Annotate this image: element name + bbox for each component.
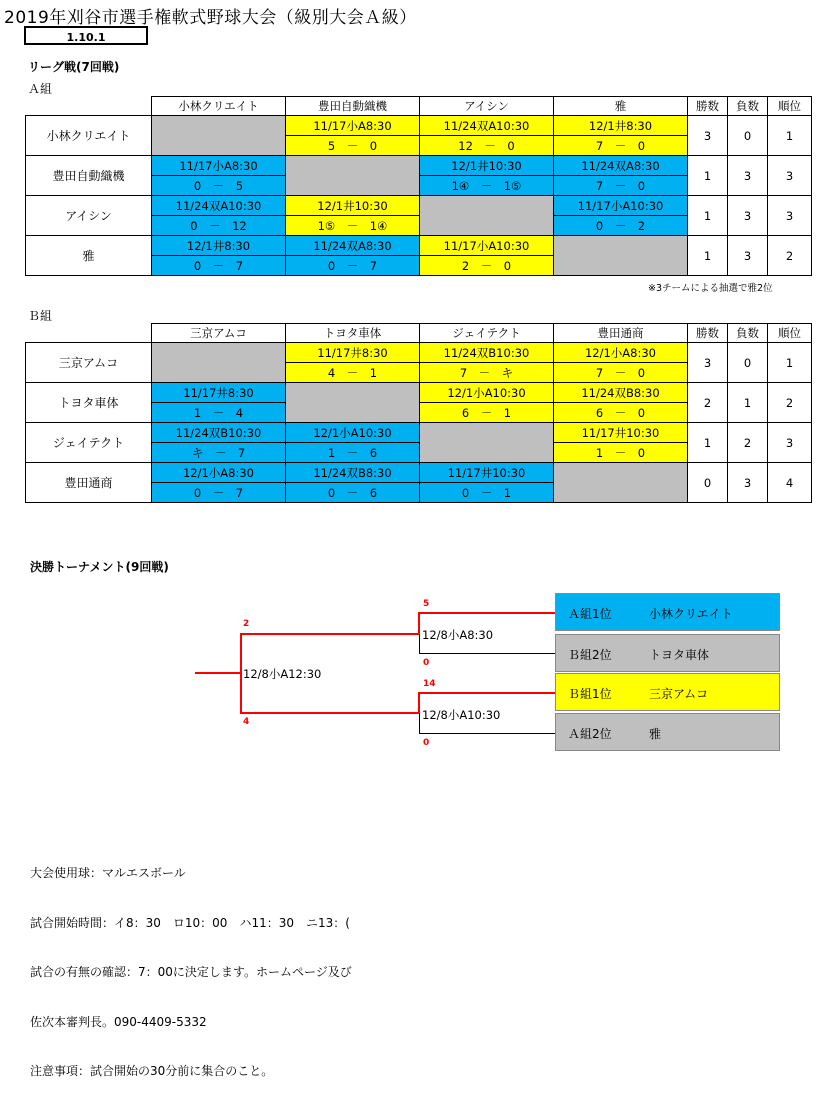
rank-cell: 2: [768, 383, 812, 423]
losses-cell: 1: [728, 383, 768, 423]
column-header-wins: 勝数: [688, 97, 728, 116]
losses-cell: 3: [728, 156, 768, 196]
match-score-cell: 0 － 12: [152, 216, 286, 236]
info-line: 試合の有無の確認：7：00に決定します。ホームページ及び: [30, 965, 352, 979]
column-header-team: ジェイテクト: [420, 324, 554, 343]
match-info-cell: 11/24双B10:30: [420, 343, 554, 363]
rank-cell: 4: [768, 463, 812, 503]
wins-cell: 3: [688, 343, 728, 383]
match-info-cell: 11/24双B8:30: [286, 463, 420, 483]
wins-cell: 1: [688, 236, 728, 276]
match-info-cell: 11/17小A10:30: [554, 196, 688, 216]
row-team-name: アイシン: [26, 196, 152, 236]
match-score-cell: 1 － 0: [554, 443, 688, 463]
table-row: [26, 236, 812, 256]
seed-box: [555, 673, 780, 711]
row-team-name: 豊田自動織機: [26, 156, 152, 196]
match-score-cell: 6 － 1: [420, 403, 554, 423]
table-row: [26, 383, 812, 403]
losses-cell: 3: [728, 236, 768, 276]
match-info-cell: 12/1井10:30: [286, 196, 420, 216]
table-row: [26, 116, 812, 136]
corner-cell: [26, 324, 152, 343]
info-line: 試合開始時間：イ8：30 ロ10：00 ハ11：30 ニ13：(: [30, 915, 350, 930]
semi2-score-top: 14: [423, 679, 436, 689]
match-info-cell: 11/24双B8:30: [554, 383, 688, 403]
losses-cell: 3: [728, 196, 768, 236]
losses-cell: 0: [728, 116, 768, 156]
losses-cell: 2: [728, 423, 768, 463]
bracket-line: [418, 692, 555, 694]
rank-cell: 3: [768, 156, 812, 196]
seed-box: [555, 634, 780, 672]
rank-cell: 1: [768, 343, 812, 383]
final-score-bottom: 4: [243, 717, 250, 727]
self-match-cell: [554, 236, 688, 276]
self-match-cell: [286, 156, 420, 196]
semi2-match-label: 12/8小A10:30: [422, 708, 501, 722]
bracket-line: [419, 634, 420, 654]
final-score-top: 2: [243, 619, 250, 629]
group-a-label: Ａ組: [28, 82, 53, 96]
match-score-cell: 1⑤ － 1④: [286, 216, 420, 236]
table-row: [26, 156, 812, 176]
rank-cell: 3: [768, 423, 812, 463]
seed-box: [555, 713, 780, 751]
match-score-cell: 0 － 5: [152, 176, 286, 196]
match-score-cell: 12 － 0: [420, 136, 554, 156]
seed-position: Ｂ組1位: [568, 687, 612, 701]
tournament-title: 決勝トーナメント(9回戦): [30, 560, 169, 574]
match-score-cell: 0 － 7: [286, 256, 420, 276]
match-info-cell: 11/17井8:30: [152, 383, 286, 403]
seed-position: Ａ組1位: [568, 607, 612, 621]
final-match-label: 12/8小A12:30: [243, 667, 322, 681]
row-team-name: 雅: [26, 236, 152, 276]
match-score-cell: 1 － 6: [286, 443, 420, 463]
column-header-losses: 負数: [728, 97, 768, 116]
column-header-wins: 勝数: [688, 324, 728, 343]
table-row: [26, 423, 812, 443]
match-score-cell: 1 － 4: [152, 403, 286, 423]
self-match-cell: [420, 196, 554, 236]
column-header-rank: 順位: [768, 97, 812, 116]
column-header-losses: 負数: [728, 324, 768, 343]
match-score-cell: 7 － 0: [554, 363, 688, 383]
seed-team: 三京アムコ: [649, 687, 709, 701]
seed-position: Ｂ組2位: [568, 648, 612, 662]
losses-cell: 0: [728, 343, 768, 383]
table-row: [26, 196, 812, 216]
seed-team: 小林クリエイト: [649, 607, 733, 621]
league-title: リーグ戦(7回戦): [28, 60, 120, 74]
table-header-row: [26, 97, 812, 116]
match-info-cell: 12/1小A8:30: [554, 343, 688, 363]
semi1-match-label: 12/8小A8:30: [422, 628, 494, 642]
match-score-cell: 7 － 0: [554, 136, 688, 156]
column-header-team: 豊田通商: [554, 324, 688, 343]
match-info-cell: 11/17井10:30: [554, 423, 688, 443]
match-info-cell: 11/24双A8:30: [286, 236, 420, 256]
bracket-line: [240, 633, 420, 635]
self-match-cell: [286, 383, 420, 423]
info-line: 大会使用球：マルエスボール: [30, 866, 186, 880]
match-info-cell: 12/1井8:30: [554, 116, 688, 136]
match-score-cell: 0 － 7: [152, 256, 286, 276]
bracket-line: [240, 633, 242, 713]
match-info-cell: 11/17井10:30: [420, 463, 554, 483]
match-info-cell: 11/17小A8:30: [152, 156, 286, 176]
corner-cell: [26, 97, 152, 116]
row-team-name: ジェイテクト: [26, 423, 152, 463]
bracket-line: [418, 692, 420, 713]
self-match-cell: [152, 343, 286, 383]
row-team-name: トヨタ車体: [26, 383, 152, 423]
semi1-score-top: 5: [423, 599, 430, 609]
column-header-team: アイシン: [420, 97, 554, 116]
lottery-note: ※3チームによる抽選で雅2位: [648, 283, 773, 294]
self-match-cell: [420, 423, 554, 463]
column-header-team: 小林クリエイト: [152, 97, 286, 116]
match-score-cell: 1④ － 1⑤: [420, 176, 554, 196]
bracket-line: [419, 733, 555, 734]
match-score-cell: 6 － 0: [554, 403, 688, 423]
wins-cell: 3: [688, 116, 728, 156]
match-score-cell: 0 － 2: [554, 216, 688, 236]
match-score-cell: 7 － 0: [554, 176, 688, 196]
group-a-table: [25, 96, 812, 276]
rank-cell: 2: [768, 236, 812, 276]
match-score-cell: 0 － 7: [152, 483, 286, 503]
column-header-rank: 順位: [768, 324, 812, 343]
date-box: 1.10.1: [24, 26, 148, 45]
wins-cell: 1: [688, 423, 728, 463]
table-row: [26, 463, 812, 483]
match-score-cell: キ － 7: [152, 443, 286, 463]
wins-cell: 1: [688, 196, 728, 236]
seed-box: [555, 593, 780, 631]
wins-cell: 2: [688, 383, 728, 423]
match-info-cell: 12/1井10:30: [420, 156, 554, 176]
info-line: 注意事項：試合開始の30分前に集合のこと。: [30, 1064, 274, 1078]
row-team-name: 豊田通商: [26, 463, 152, 503]
match-info-cell: 12/1小A10:30: [286, 423, 420, 443]
tournament-info: [30, 832, 352, 1096]
bracket-line: [195, 672, 241, 674]
semi2-score-bottom: 0: [423, 738, 430, 748]
bracket-line: [419, 653, 555, 654]
table-header-row: [26, 324, 812, 343]
bracket-line: [418, 612, 555, 614]
match-info-cell: 11/24双A10:30: [420, 116, 554, 136]
column-header-team: トヨタ車体: [286, 324, 420, 343]
rank-cell: 1: [768, 116, 812, 156]
match-info-cell: 11/24双A10:30: [152, 196, 286, 216]
seed-team: トヨタ車体: [649, 648, 710, 662]
self-match-cell: [152, 116, 286, 156]
match-score-cell: 0 － 6: [286, 483, 420, 503]
match-score-cell: 7 － キ: [420, 363, 554, 383]
match-info-cell: 11/17井8:30: [286, 343, 420, 363]
group-b-label: Ｂ組: [28, 309, 53, 323]
seed-position: Ａ組2位: [568, 727, 612, 741]
match-score-cell: 5 － 0: [286, 136, 420, 156]
page-title: 2019年刈谷市選手権軟式野球大会（級別大会Ａ級）: [4, 8, 417, 28]
match-info-cell: 12/1井8:30: [152, 236, 286, 256]
match-info-cell: 11/24双A8:30: [554, 156, 688, 176]
row-team-name: 小林クリエイト: [26, 116, 152, 156]
match-score-cell: 2 － 0: [420, 256, 554, 276]
match-info-cell: 12/1小A10:30: [420, 383, 554, 403]
column-header-team: 三京アムコ: [152, 324, 286, 343]
wins-cell: 0: [688, 463, 728, 503]
group-b-table: [25, 323, 812, 503]
match-score-cell: 4 － 1: [286, 363, 420, 383]
losses-cell: 3: [728, 463, 768, 503]
bracket-line: [418, 613, 420, 634]
column-header-team: 豊田自動織機: [286, 97, 420, 116]
bracket-line: [419, 713, 420, 733]
rank-cell: 3: [768, 196, 812, 236]
table-row: [26, 343, 812, 363]
match-info-cell: 11/17小A8:30: [286, 116, 420, 136]
match-score-cell: 0 － 1: [420, 483, 554, 503]
wins-cell: 1: [688, 156, 728, 196]
match-info-cell: 11/17小A10:30: [420, 236, 554, 256]
bracket-line: [240, 712, 420, 714]
semi1-score-bottom: 0: [423, 658, 430, 668]
match-info-cell: 12/1小A8:30: [152, 463, 286, 483]
column-header-team: 雅: [554, 97, 688, 116]
seed-team: 雅: [649, 727, 662, 741]
info-line: 佐次本審判長。090-4409-5332: [30, 1014, 207, 1029]
self-match-cell: [554, 463, 688, 503]
match-info-cell: 11/24双B10:30: [152, 423, 286, 443]
row-team-name: 三京アムコ: [26, 343, 152, 383]
